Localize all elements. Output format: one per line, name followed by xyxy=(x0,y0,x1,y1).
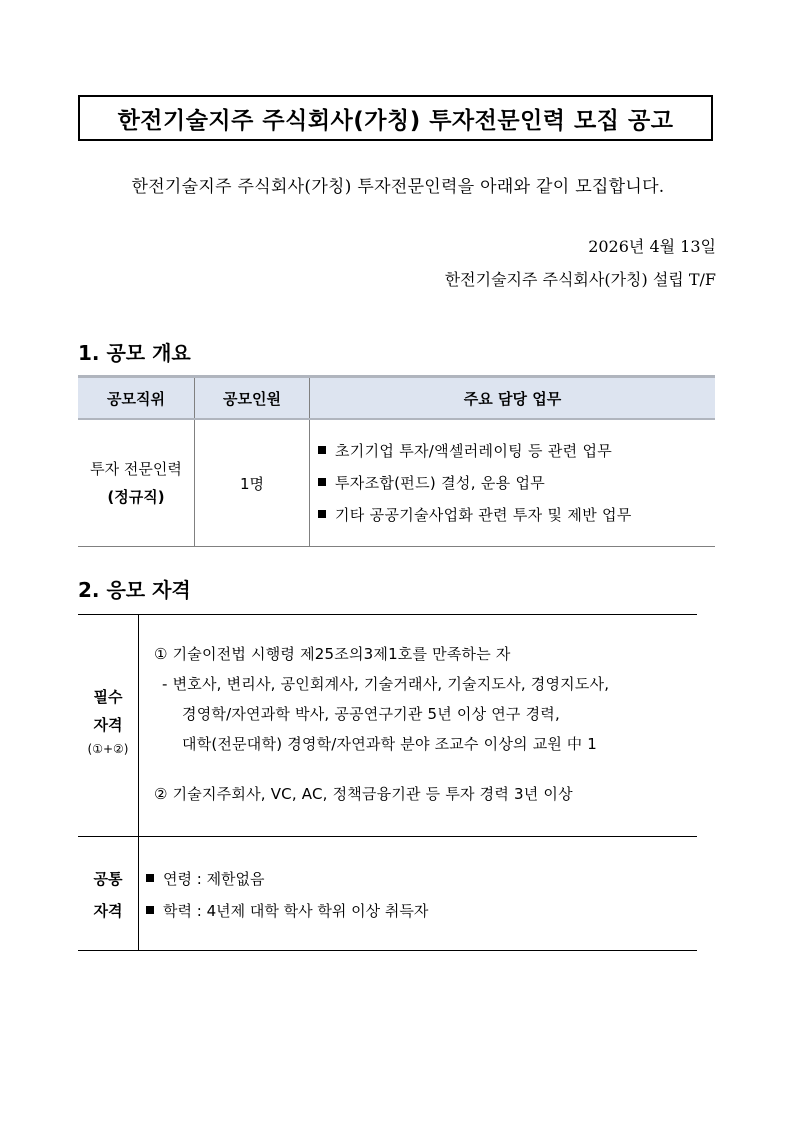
qualification-table xyxy=(78,614,697,951)
position-type: (정규직) xyxy=(107,488,165,506)
required-item-1-detail: 대학(전문대학) 경영학/자연과학 분야 조교수 이상의 교원 中 1 xyxy=(182,735,597,753)
position-name: 투자 전문인력 xyxy=(90,460,182,478)
square-bullet-icon xyxy=(318,478,326,486)
duty-text: 기타 공공기술사업화 관련 투자 및 제반 업무 xyxy=(335,506,632,524)
required-item-1-detail: 경영학/자연과학 박사, 공공연구기관 5년 이상 연구 경력, xyxy=(182,705,560,723)
header-position: 공모직위 xyxy=(78,377,195,420)
duties-cell xyxy=(310,419,716,547)
common-item-text: 학력 : 4년제 대학 학사 학위 이상 취득자 xyxy=(163,902,429,920)
section2-title: 2. 응모 자격 xyxy=(78,578,191,602)
required-label xyxy=(78,683,138,759)
table-row xyxy=(78,419,715,547)
announcement-date: 2026년 4월 13일 xyxy=(588,237,716,256)
section1-title: 1. 공모 개요 xyxy=(78,341,191,365)
required-label-sub: (①+②) xyxy=(87,742,129,756)
required-item-1-detail: - 변호사, 변리사, 공인회계사, 기술거래사, 기술지도사, 경영지도사, xyxy=(162,675,610,693)
common-content xyxy=(146,863,428,927)
column-divider xyxy=(138,615,139,950)
common-item-text: 연령 : 제한없음 xyxy=(163,870,265,888)
row-divider xyxy=(78,836,697,837)
recruitment-overview-table xyxy=(78,375,715,547)
list-item xyxy=(146,863,428,895)
required-item-1: ① 기술이전법 시행령 제25조의3제1호를 만족하는 자 xyxy=(154,645,511,663)
intro-text: 한전기술지주 주식회사(가칭) 투자전문인력을 아래와 같이 모집합니다. xyxy=(131,177,665,197)
title-box xyxy=(78,95,713,141)
common-label-line2: 자격 xyxy=(93,902,123,920)
square-bullet-icon xyxy=(318,510,326,518)
required-label-line2: 자격 xyxy=(93,716,123,734)
position-cell xyxy=(78,419,195,547)
square-bullet-icon xyxy=(318,446,326,454)
required-content xyxy=(154,639,609,809)
header-duties: 주요 담당 업무 xyxy=(310,377,716,420)
list-item xyxy=(146,895,428,927)
duty-text: 초기기업 투자/액셀러레이팅 등 관련 업무 xyxy=(335,442,613,460)
list-item xyxy=(318,467,714,499)
headcount-cell: 1명 xyxy=(195,419,310,547)
common-label xyxy=(78,863,138,927)
table-header-row xyxy=(78,377,715,420)
list-item xyxy=(318,499,714,531)
page-title: 한전기술지주 주식회사(가칭) 투자전문인력 모집 공고 xyxy=(117,107,674,134)
organization-name: 한전기술지주 주식회사(가칭) 설립 T/F xyxy=(444,270,716,289)
list-item xyxy=(318,435,714,467)
square-bullet-icon xyxy=(146,874,154,882)
required-label-line1: 필수 xyxy=(93,688,123,706)
duties-list xyxy=(318,435,714,531)
required-item-2: ② 기술지주회사, VC, AC, 정책금융기관 등 투자 경력 3년 이상 xyxy=(154,785,573,803)
header-headcount: 공모인원 xyxy=(195,377,310,420)
square-bullet-icon xyxy=(146,906,154,914)
common-label-line1: 공통 xyxy=(93,870,123,888)
duty-text: 투자조합(펀드) 결성, 운용 업무 xyxy=(335,474,546,492)
